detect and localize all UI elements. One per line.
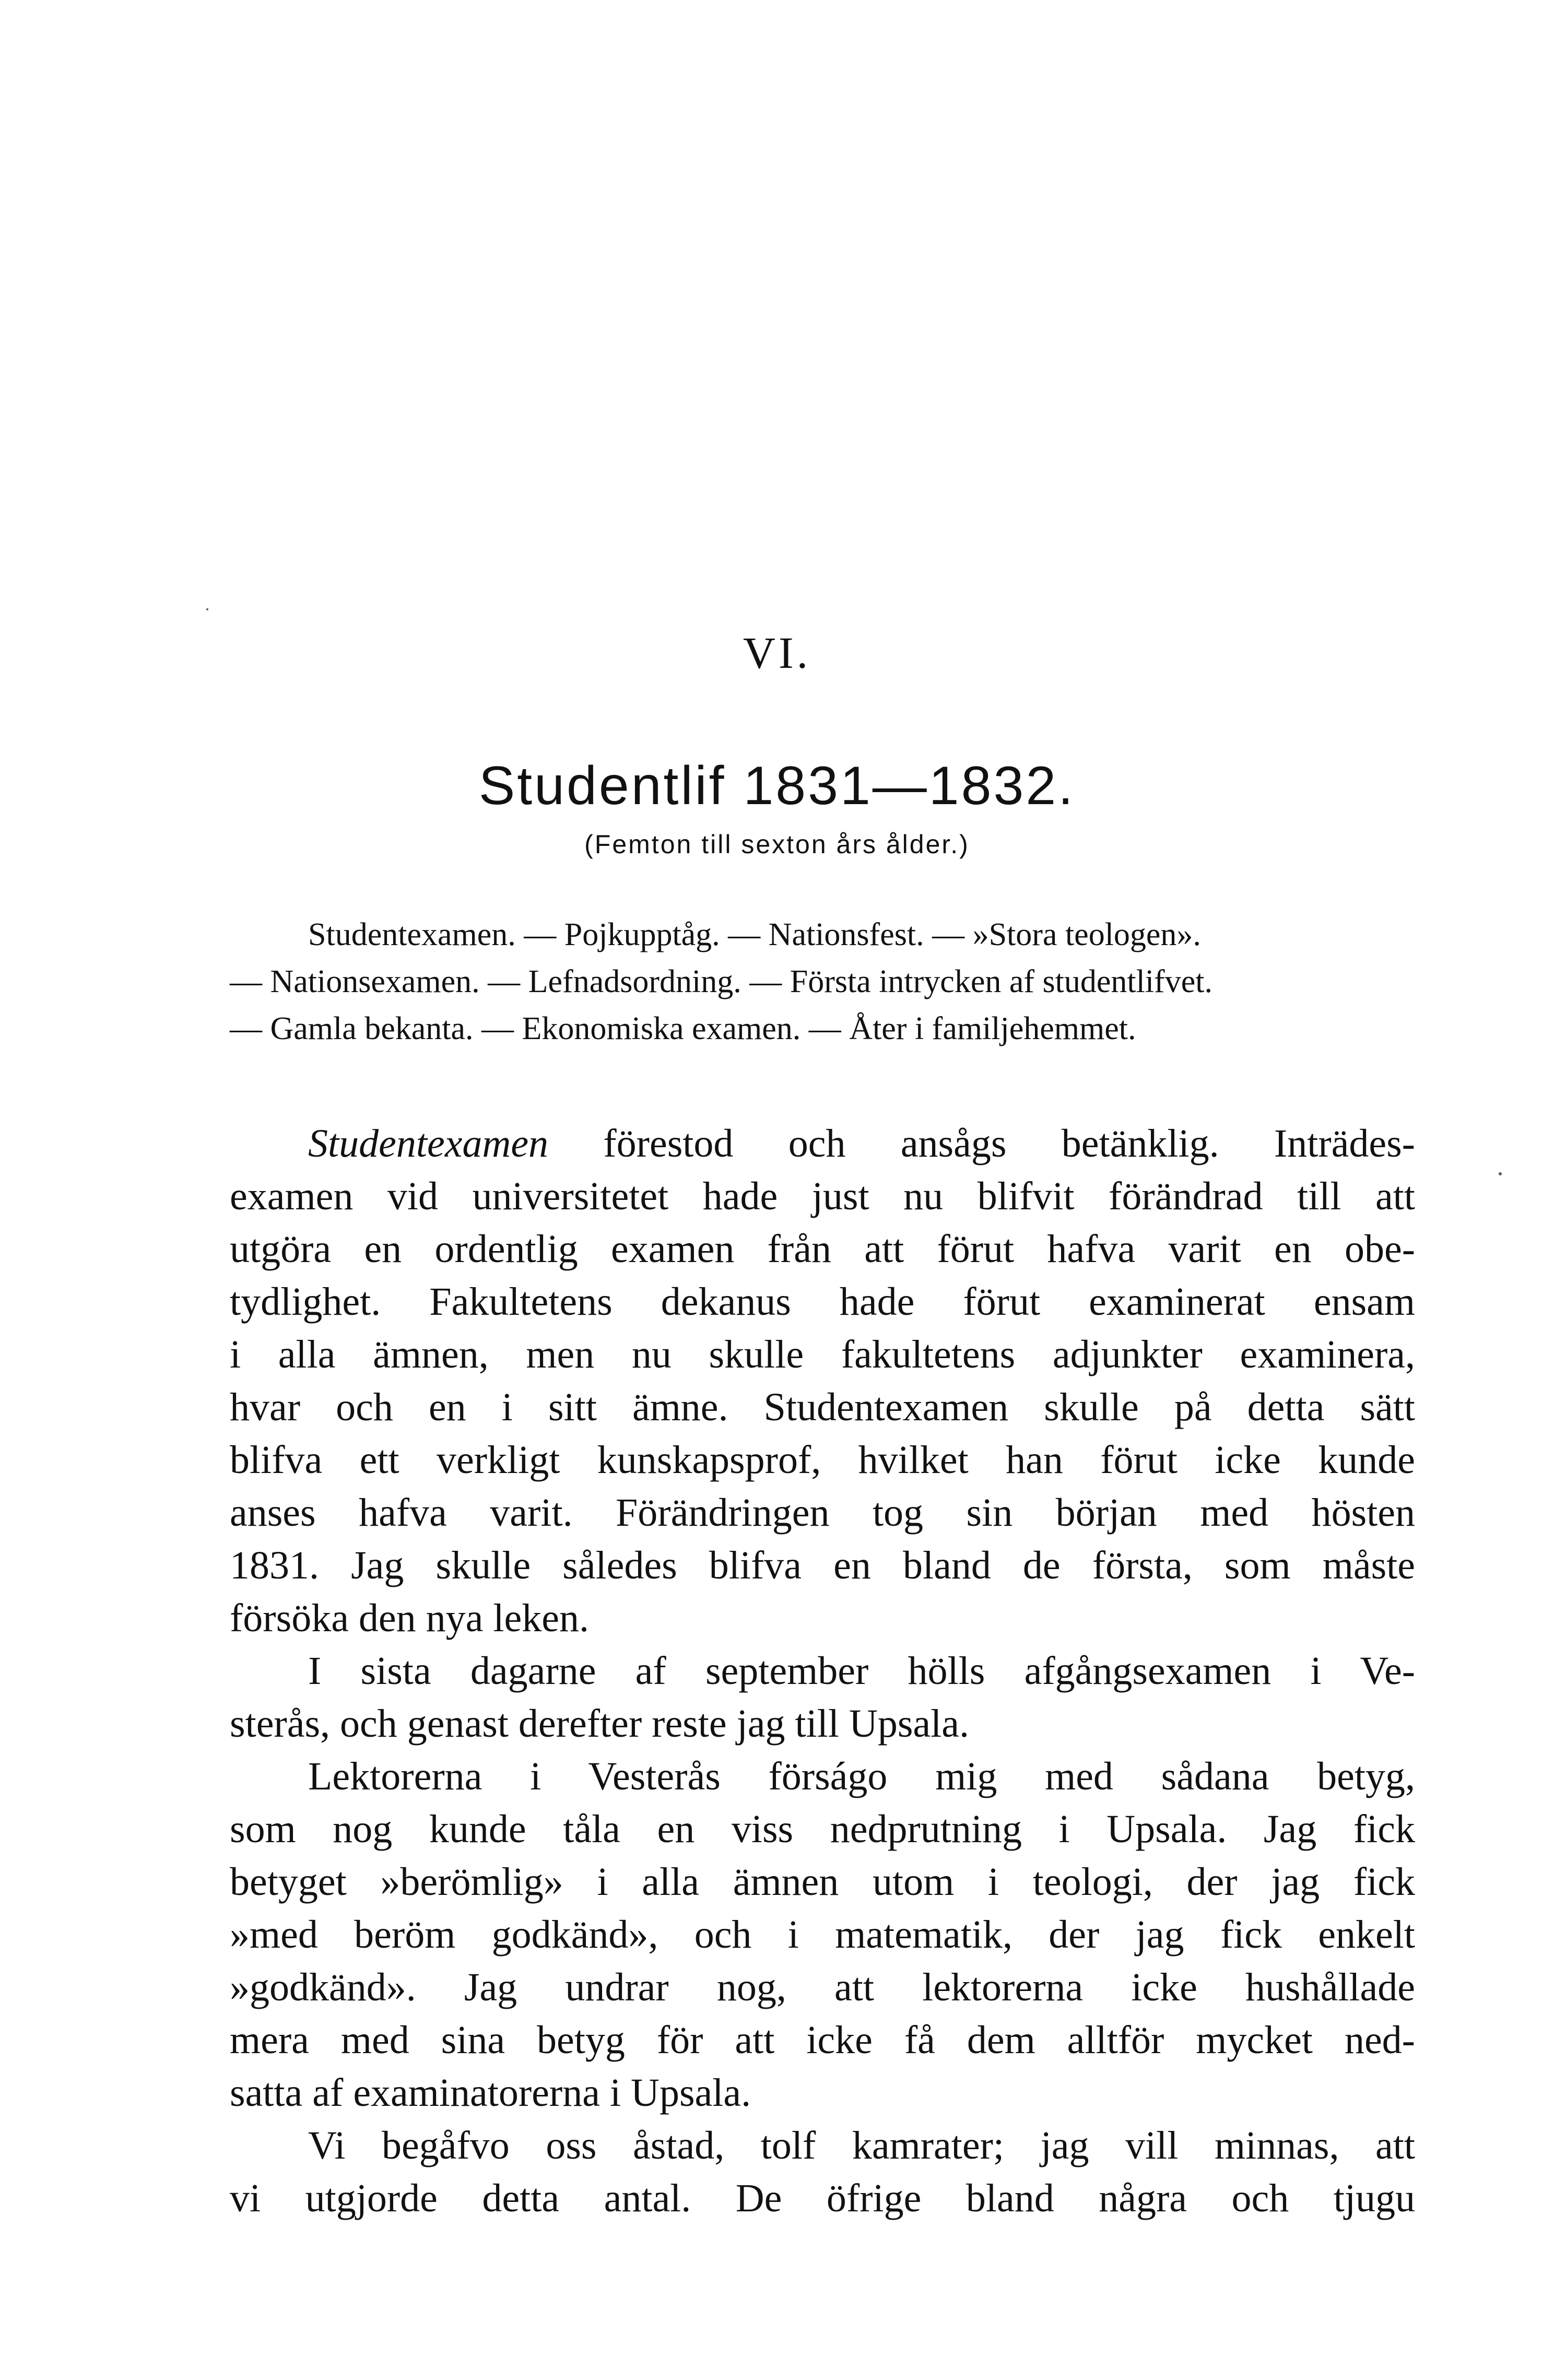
paragraph-line bbox=[230, 1117, 1415, 1170]
paragraph bbox=[230, 1645, 1415, 1750]
body-text bbox=[230, 1117, 1415, 2225]
paragraph-line: sterås, och genast derefter reste jag till Upsala. bbox=[230, 1702, 969, 1746]
paragraph-line: »med beröm godkänd», och i matematik, der jag fick enkelt bbox=[230, 1913, 1415, 1957]
summary-line: Studentexamen. — Pojkupptåg. — Nationsfest. — »Stora teologen». bbox=[308, 917, 1201, 952]
paragraph-line: vi utgjorde detta antal. De öfrige bland några och tjugu bbox=[230, 2176, 1415, 2220]
paragraph-line: tydlighet. Fakultetens dekanus hade förut examinerat ensam bbox=[230, 1280, 1415, 1324]
paragraph bbox=[230, 1750, 1415, 2119]
paragraph-line: försöka den nya leken. bbox=[230, 1596, 589, 1640]
chapter-summary bbox=[230, 911, 1415, 1052]
paragraph bbox=[230, 1117, 1415, 1645]
summary-line: — Nationsexamen. — Lefnadsordning. — Första intrycken af studentlifvet. bbox=[230, 964, 1212, 999]
paragraph bbox=[230, 2119, 1415, 2225]
paragraph-line: som nog kunde tåla en viss nedprutning i Upsala. Jag fick bbox=[230, 1807, 1415, 1851]
paragraph-line: 1831. Jag skulle således blifva en bland de första, som måste bbox=[230, 1544, 1415, 1587]
paragraph-line: Vi begåfvo oss åstad, tolf kamrater; jag vill minnas, att bbox=[308, 2124, 1415, 2167]
scan-speck bbox=[1499, 1172, 1502, 1175]
paragraph-line: mera med sina betyg för att icke få dem alltför mycket ned- bbox=[230, 2018, 1415, 2062]
summary-line: — Gamla bekanta. — Ekonomiska examen. — Åter i familjehemmet. bbox=[230, 1011, 1136, 1046]
paragraph-line: »godkänd». Jag undrar nog, att lektorerna icke hushållade bbox=[230, 1965, 1415, 2009]
paragraph-line: utgöra en ordentlig examen från att förut hafva varit en obe- bbox=[230, 1227, 1415, 1271]
paragraph-line: betyget »berömlig» i alla ämnen utom i teologi, der jag fick bbox=[230, 1860, 1415, 1904]
paragraph-line: blifva ett verkligt kunskapsprof, hvilket han förut icke kunde bbox=[230, 1438, 1415, 1482]
paragraph-line: Lektorerna i Vesterås förságo mig med sådana betyg, bbox=[308, 1754, 1415, 1798]
paragraph-line: satta af examinatorerna i Upsala. bbox=[230, 2071, 751, 2115]
paragraph-line: examen vid universitetet hade just nu blifvit förändrad till att bbox=[230, 1174, 1415, 1218]
line-text: förestod och ansågs betänklig. Inträdes- bbox=[548, 1122, 1415, 1165]
paragraph-line: anses hafva varit. Förändringen tog sin början med hösten bbox=[230, 1491, 1415, 1535]
scan-speck bbox=[206, 608, 208, 610]
paragraph-line: I sista dagarne af september hölls afgångsexamen i Ve- bbox=[308, 1649, 1415, 1693]
paragraph-line: hvar och en i sitt ämne. Studentexamen skulle på detta sätt bbox=[230, 1385, 1415, 1429]
chapter-title: Studentlif 1831—1832. bbox=[478, 756, 1076, 816]
chapter-subtitle: (Femton till sexton års ålder.) bbox=[584, 830, 970, 859]
chapter-number: VI. bbox=[743, 628, 811, 678]
italic-lead-word: Studentexamen bbox=[308, 1122, 549, 1165]
paragraph-line: i alla ämnen, men nu skulle fakultetens adjunkter examinera, bbox=[230, 1333, 1415, 1376]
